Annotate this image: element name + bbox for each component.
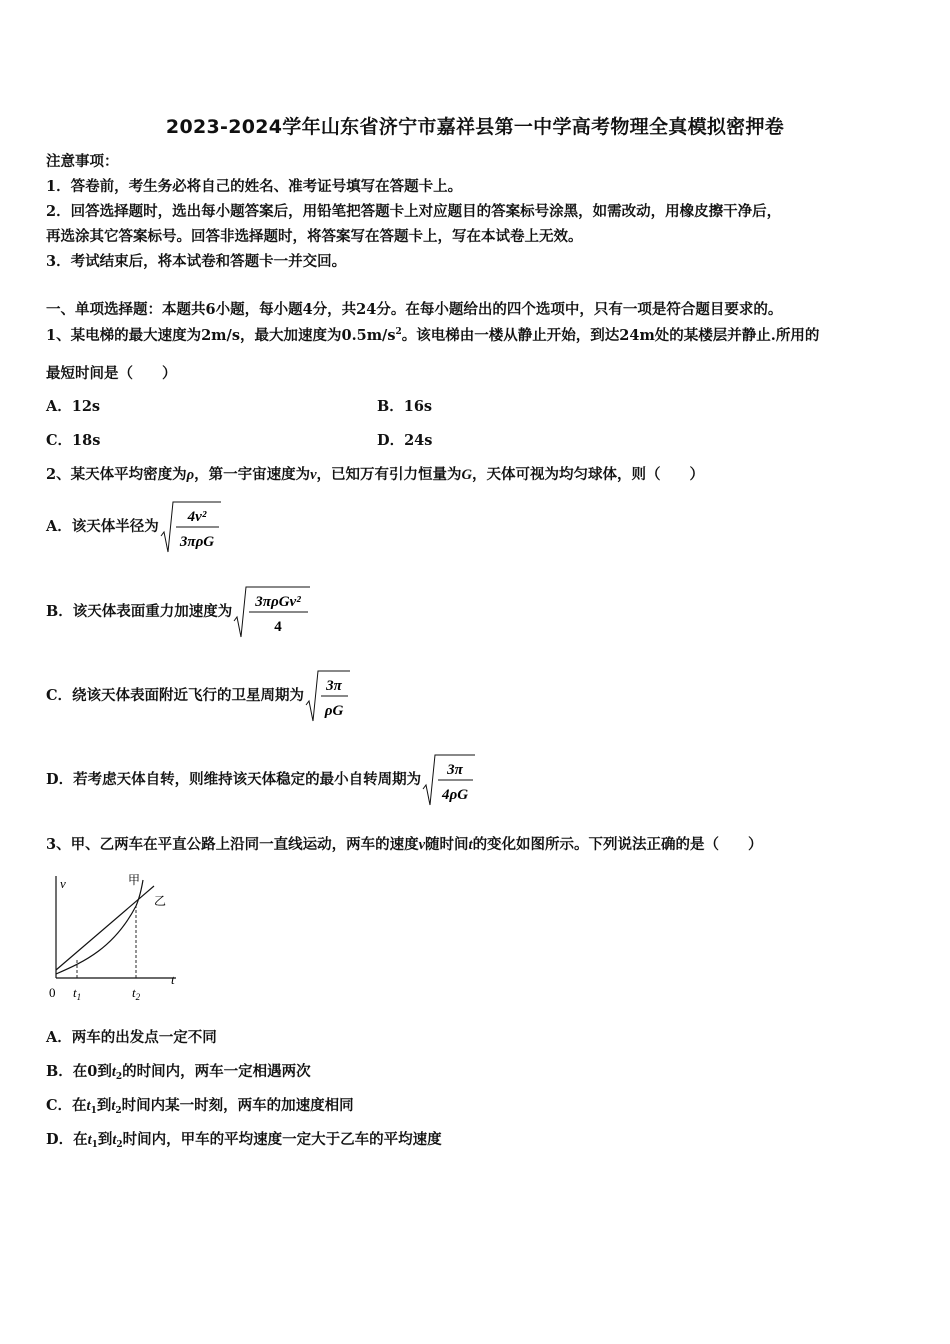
question-1-option-b: B．16s [377,398,433,415]
label-jia: 甲 [128,873,141,887]
label-yi: 乙 [154,894,167,908]
notice-heading: 注意事项： [46,153,119,170]
notice-item-2: 2．回答选择题时，选出每小题答案后，用铅笔把答题卡上对应题目的答案标号涂黑，如需改动，用橡皮擦干净后， [46,203,782,220]
sqrt-formula-a [159,498,223,556]
formula-c-denominator: ρG [324,703,344,719]
question-3-option-a: A．两车的出发点一定不同 [46,1029,217,1046]
velocity-time-graph [44,870,184,1005]
question-2-option-a: A．该天体半径为 4v² 3πρG [46,497,223,557]
origin-label: 0 [49,985,56,1000]
question-2-option-c: C．绕该天体表面附近飞行的卫星周期为 3π ρG [46,666,352,726]
question-2-option-d: D．若考虑天体自转，则维持该天体稳定的最小自转周期为 3π 4ρG [46,750,477,810]
formula-c-numerator: 3π [326,678,342,694]
v-axis-label: v [60,876,66,891]
formula-b-denominator: 4 [274,619,283,635]
t2-label: $t_2$ [132,985,141,1002]
question-3-option-b: B．在0到$t_2$的时间内，两车一定相遇两次 [46,1063,311,1082]
notice-item-1: 1．答卷前，考生务必将自己的姓名、准考证号填写在答题卡上。 [46,178,463,195]
sqrt-formula-c [304,667,352,725]
question-3-stem: 3、甲、乙两车在平直公路上沿同一直线运动，两车的速度v随时间t的变化如图所示。下列说法正确的是（ ） [46,836,763,853]
notice-item-3: 3．考试结束后，将本试卷和答题卡一并交回。 [46,253,347,270]
question-1-stem: 1、某电梯的最大速度为2m/s，最大加速度为$0.5m/s^2$。该电梯由一楼从静止开始，到达24m处的某楼层并静止.所用的 [46,327,820,344]
question-3-option-d: D．在$t_1$到$t_2$时间内，甲车的平均速度一定大于乙车的平均速度 [46,1131,442,1150]
formula-d-numerator: 3π [447,762,463,778]
sqrt-formula-b [232,583,312,641]
t1-label: $t_1$ [73,985,82,1002]
question-2-option-b: B．该天体表面重力加速度为 3πρGv² 4 [46,582,312,642]
question-2-stem: 2、某天体平均密度为ρ，第一宇宙速度为v，已知万有引力恒量为G，天体可视为均匀球体，则（ ） [46,466,704,483]
page-title: 2023-2024学年山东省济宁市嘉祥县第一中学高考物理全真模拟密押卷 [165,116,785,138]
question-1-option-d: D．24s [377,432,433,449]
notice-item-2-cont: 再选涂其它答案标号。回答非选择题时，将答案写在答题卡上，写在本试卷上无效。 [46,228,583,245]
question-1-option-c: C．18s [46,432,101,449]
sqrt-formula-d [421,751,477,809]
question-1-option-a: A．12s [46,398,101,415]
curve-jia [56,880,143,974]
question-3-option-c: C．在$t_1$到$t_2$时间内某一时刻，两车的加速度相同 [46,1097,354,1116]
formula-a-denominator: 3πρG [179,534,214,550]
t-axis-label: t [171,972,175,987]
formula-a-numerator: 4v² [187,509,207,525]
section-heading: 一、单项选择题：本题共6小题，每小题4分，共24分。在每小题给出的四个选项中，只有一项是符合题目要求的。 [46,301,783,318]
formula-b-numerator: 3πρGv² [255,594,301,610]
question-1-stem-cont: 最短时间是（ ） [46,365,177,382]
formula-d-denominator: 4ρG [442,787,469,803]
